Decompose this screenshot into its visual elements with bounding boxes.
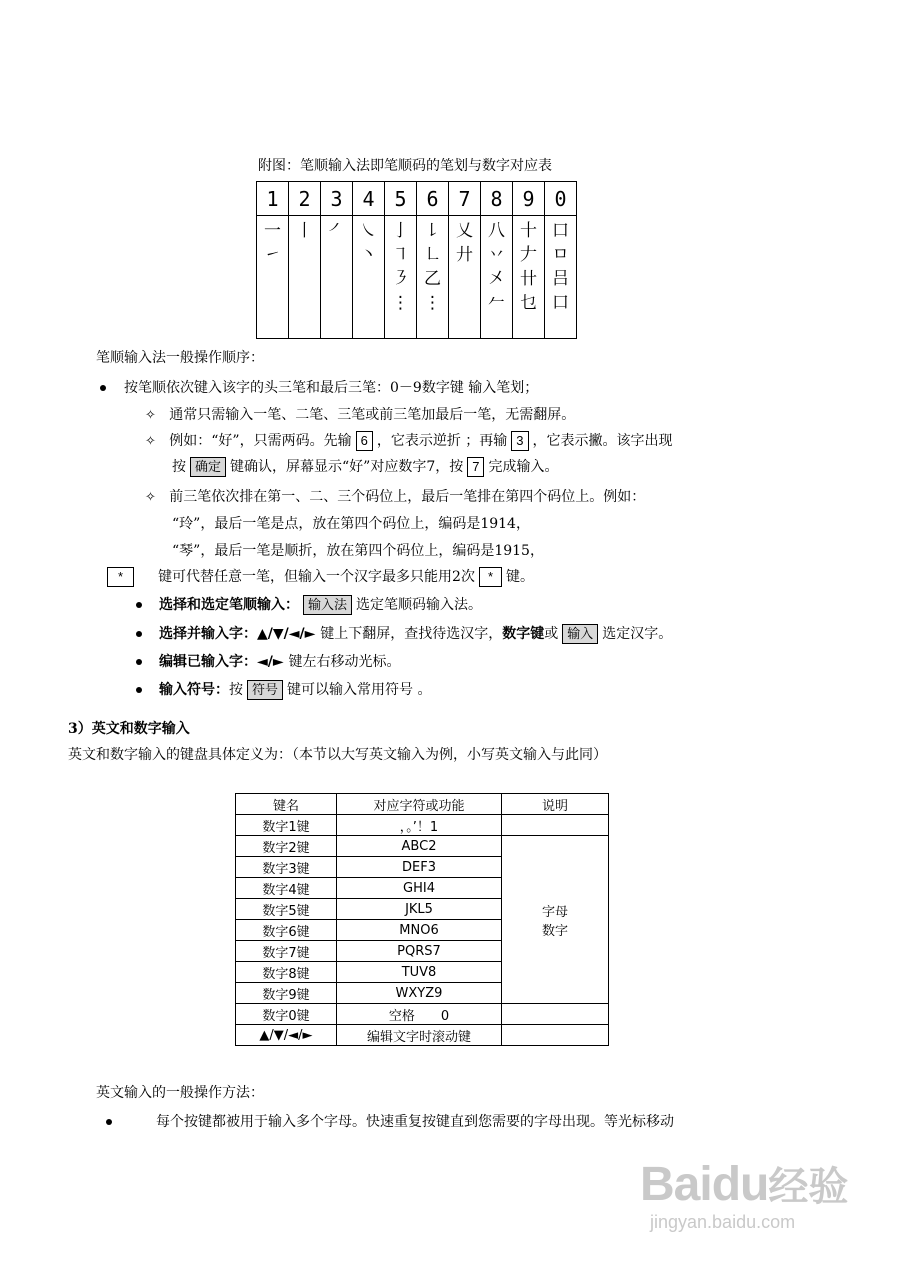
note-cell bbox=[502, 815, 609, 836]
stroke-glyph: 一 bbox=[264, 221, 281, 241]
stroke-glyph: ㇕ bbox=[392, 245, 409, 265]
digit-cell: 0 bbox=[545, 182, 577, 216]
stroke-digit-table bbox=[256, 181, 577, 339]
stroke-glyph: 丷 bbox=[488, 245, 505, 265]
star-key-line: * 键可代替任意一笔，但输入一个汉字最多只能用2次 * 键。 bbox=[107, 566, 534, 587]
sub-item: ✧ 通常只需输入一笔、二笔、三笔或前三笔加最后一笔，无需翻屏。 bbox=[145, 407, 576, 423]
stroke-group bbox=[289, 220, 320, 242]
digit-cell: 7 bbox=[449, 182, 481, 216]
table-row bbox=[236, 815, 609, 836]
key-name-cell: 数字1键 bbox=[236, 815, 337, 836]
table-header: 说明 bbox=[502, 794, 609, 815]
stroke-group bbox=[385, 220, 416, 314]
stroke-row bbox=[257, 216, 577, 339]
watermark-url: jingyan.baidu.com bbox=[650, 1212, 796, 1232]
table-row bbox=[236, 836, 609, 857]
stroke-glyph: 丨 bbox=[296, 221, 313, 241]
baidu-jingyan-watermark bbox=[640, 1155, 848, 1233]
key-function-cell: WXYZ9 bbox=[337, 983, 502, 1004]
key-function-cell: MNO6 bbox=[337, 920, 502, 941]
stroke-glyph: ㇒ bbox=[328, 221, 345, 241]
key-7: 7 bbox=[467, 457, 484, 477]
bullet-item: 按笔顺依次键入该字的头三笔和最后三笔：0－9数字键 输入笔划； bbox=[100, 377, 538, 397]
note-cell bbox=[502, 836, 609, 1004]
bullet-icon bbox=[100, 385, 106, 391]
stroke-glyph: ㇏ bbox=[360, 221, 377, 241]
stroke-glyph: 八 bbox=[488, 221, 505, 241]
digit-cell: 2 bbox=[289, 182, 321, 216]
watermark-cn: 经验 bbox=[768, 1163, 849, 1210]
key-function-cell: TUV8 bbox=[337, 962, 502, 983]
key-name-cell: 数字7键 bbox=[236, 941, 337, 962]
note-cell bbox=[502, 1004, 609, 1025]
bullet-icon bbox=[106, 1119, 112, 1125]
key-name-cell: 数字5键 bbox=[236, 899, 337, 920]
section-intro: 英文和数字输入的键盘具体定义为：（本节以大写英文输入为例，小写英文输入与此同） bbox=[68, 747, 607, 763]
stroke-group bbox=[257, 220, 288, 266]
table-row bbox=[236, 1004, 609, 1025]
diamond-bullet-icon: ✧ bbox=[145, 490, 156, 505]
stroke-section-heading: 笔顺输入法一般操作顺序： bbox=[96, 350, 264, 366]
stroke-glyph: ㅁ bbox=[552, 245, 569, 265]
star-key: * bbox=[479, 567, 502, 587]
note-line: 字母 bbox=[541, 904, 568, 920]
key-name-cell: 数字6键 bbox=[236, 920, 337, 941]
stroke-group bbox=[449, 220, 480, 266]
bullet-item: 输入符号：按 符号 键可以输入常用符号 。 bbox=[136, 679, 431, 700]
figure-caption: 附图：笔顺输入法即笔顺码的笔划与数字对应表 bbox=[258, 158, 552, 174]
key-name-cell: 数字2键 bbox=[236, 836, 337, 857]
diamond-bullet-icon: ✧ bbox=[145, 408, 156, 423]
digit-cell: 8 bbox=[481, 182, 513, 216]
key-function-cell: 编辑文字时滚动键 bbox=[337, 1025, 502, 1046]
stroke-glyph: ㇀ bbox=[264, 245, 281, 265]
sub-item-continuation: 按 确定 键确认，屏幕显示“好”对应数字7，按 7 完成输入。 bbox=[172, 459, 559, 475]
stroke-glyph: 丶 bbox=[360, 245, 377, 265]
stroke-group bbox=[513, 220, 544, 314]
stroke-group bbox=[481, 220, 512, 314]
note-cell bbox=[502, 1025, 609, 1046]
key-function-cell: 空格 0 bbox=[337, 1004, 502, 1025]
stroke-glyph: 卄 bbox=[520, 269, 537, 289]
note-line: 数字 bbox=[541, 923, 568, 939]
stroke-glyph: 乜 bbox=[520, 293, 537, 313]
digit-cell: 1 bbox=[257, 182, 289, 216]
section-heading: 3）英文和数字输入 bbox=[68, 721, 190, 737]
stroke-glyph: 口 bbox=[552, 221, 569, 241]
watermark-logo: Baidu bbox=[640, 1158, 769, 1211]
star-key: * bbox=[107, 567, 134, 587]
method-heading: 英文输入的一般操作方法： bbox=[96, 1085, 264, 1101]
key-name-cell: ▲/▼/◄/► bbox=[236, 1025, 337, 1046]
stroke-glyph: 㐅 bbox=[488, 269, 505, 289]
stroke-glyph: 吕 bbox=[552, 269, 569, 289]
stroke-glyph: ⋮ bbox=[424, 293, 441, 313]
table-row bbox=[236, 1025, 609, 1046]
digit-cell: 4 bbox=[353, 182, 385, 216]
sub-item: ✧ 前三笔依次排在第一、二、三个码位上，最后一笔排在第四个码位上。例如： bbox=[145, 489, 646, 505]
key-name-cell: 数字3键 bbox=[236, 857, 337, 878]
example-line: “琴”，最后一笔是顺折，放在第四个码位上，编码是1915， bbox=[172, 543, 544, 559]
table-header-row bbox=[236, 794, 609, 815]
key-function-cell: DEF3 bbox=[337, 857, 502, 878]
key-name-cell: 数字0键 bbox=[236, 1004, 337, 1025]
bullet-icon bbox=[136, 602, 142, 608]
digit-cell: 9 bbox=[513, 182, 545, 216]
bullet-item: 选择并输入字：▲/▼/◄/► 键上下翻屏，查找待选汉字，数字键或 输入 选定汉字。 bbox=[136, 623, 672, 644]
stroke-glyph: 乂 bbox=[456, 221, 473, 241]
stroke-glyph: 亅 bbox=[392, 221, 409, 241]
digit-cell: 6 bbox=[417, 182, 449, 216]
key-name-cell: 数字8键 bbox=[236, 962, 337, 983]
key-function-cell: JKL5 bbox=[337, 899, 502, 920]
key-name-cell: 数字9键 bbox=[236, 983, 337, 1004]
key-function-cell: PQRS7 bbox=[337, 941, 502, 962]
bullet-icon bbox=[136, 687, 142, 693]
digit-row bbox=[257, 182, 577, 216]
digit-cell: 3 bbox=[321, 182, 353, 216]
stroke-glyph: ㇗ bbox=[424, 245, 441, 265]
bullet-item: 每个按键都被用于输入多个字母。快速重复按键直到您需要的字母出现。等光标移动 bbox=[106, 1111, 674, 1131]
sub-item: ✧ 例如：“好”，只需两码。先输 6 ，它表示逆折 ；再输 3 ，它表示撇。该字出现 bbox=[145, 433, 673, 449]
key-name-cell: 数字4键 bbox=[236, 878, 337, 899]
key-function-cell: ABC2 bbox=[337, 836, 502, 857]
key-6: 6 bbox=[356, 431, 373, 451]
table-header: 对应字符或功能 bbox=[337, 794, 502, 815]
stroke-group bbox=[353, 220, 384, 266]
stroke-glyph: 廾 bbox=[456, 245, 473, 265]
stroke-glyph: 𠂉 bbox=[488, 293, 505, 313]
input-key: 输入 bbox=[562, 624, 598, 644]
stroke-glyph: ㇋ bbox=[392, 269, 409, 289]
key-function-cell: GHI4 bbox=[337, 878, 502, 899]
bullet-icon bbox=[136, 631, 142, 637]
example-line: “玲”，最后一笔是点，放在第四个码位上，编码是1914， bbox=[172, 516, 530, 532]
key-function-cell: ，。’！1 bbox=[337, 815, 502, 836]
input-method-key: 输入法 bbox=[303, 595, 352, 615]
bullet-item: 编辑已输入字：◄/► 键左右移动光标。 bbox=[136, 651, 401, 671]
stroke-glyph: ⋮ bbox=[392, 293, 409, 313]
key-3: 3 bbox=[511, 431, 528, 451]
symbol-key: 符号 bbox=[247, 680, 283, 700]
stroke-glyph: 口 bbox=[552, 293, 569, 313]
stroke-group bbox=[321, 220, 352, 242]
confirm-key: 确定 bbox=[190, 457, 226, 477]
table-header: 键名 bbox=[236, 794, 337, 815]
bullet-icon bbox=[136, 659, 142, 665]
bullet-item: 选择和选定笔顺输入： 输入法 选定笔顺码输入法。 bbox=[136, 594, 482, 615]
stroke-glyph: ㇙ bbox=[424, 221, 441, 241]
stroke-glyph: 十 bbox=[520, 221, 537, 241]
stroke-glyph: 乙 bbox=[424, 269, 441, 289]
stroke-glyph: 𠂇 bbox=[520, 245, 537, 265]
diamond-bullet-icon: ✧ bbox=[145, 434, 156, 449]
digit-cell: 5 bbox=[385, 182, 417, 216]
stroke-group bbox=[417, 220, 448, 314]
stroke-group bbox=[545, 220, 576, 314]
keyboard-definition-table bbox=[235, 793, 609, 1046]
